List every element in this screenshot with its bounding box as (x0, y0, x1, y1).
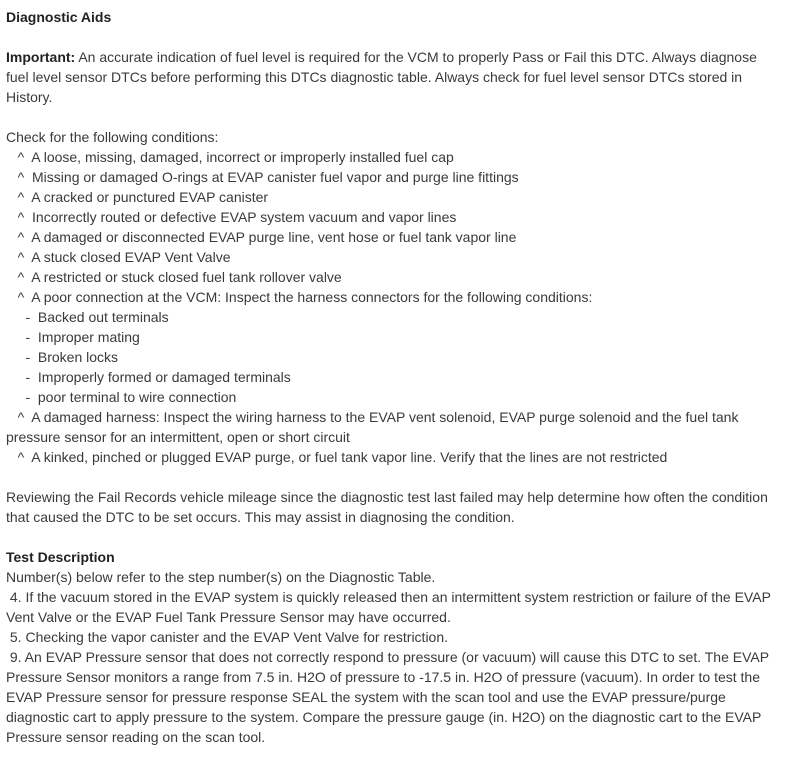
sub-condition-item: - Improper mating (6, 329, 140, 345)
check-intro: Check for the following conditions: (6, 129, 219, 145)
sub-condition-item: - Improperly formed or damaged terminals (6, 369, 291, 385)
spacer (6, 467, 781, 487)
diagnostic-aids-heading: Diagnostic Aids (6, 9, 112, 25)
condition-item: ^ A cracked or punctured EVAP canister (6, 189, 269, 205)
spacer (6, 27, 781, 47)
condition-item: ^ A poor connection at the VCM: Inspect the harness connectors for the following conditions: (6, 289, 593, 305)
condition-item: ^ A damaged harness: Inspect the wiring harness to the EVAP vent solenoid, EVAP purge solenoid and the fuel tank pressure sensor for an intermittent, open or short circuit (6, 409, 743, 445)
condition-item: ^ Incorrectly routed or defective EVAP system vacuum and vapor lines (6, 209, 457, 225)
spacer (6, 107, 781, 127)
important-note (6, 47, 781, 107)
test-step: 4. If the vacuum stored in the EVAP system is quickly released then an intermittent system restriction or failure of the EVAP Vent Valve or the EVAP Fuel Tank Pressure Sensor may have occurred. (6, 589, 775, 625)
test-step: 5. Checking the vapor canister and the EVAP Vent Valve for restriction. (6, 629, 449, 645)
condition-item: ^ A stuck closed EVAP Vent Valve (6, 249, 231, 265)
condition-item: ^ A damaged or disconnected EVAP purge line, vent hose or fuel tank vapor line (6, 229, 517, 245)
test-description-heading: Test Description (6, 549, 115, 565)
review-paragraph: Reviewing the Fail Records vehicle mileage since the diagnostic test last failed may help determine how often the condition that caused the DTC to be set occurs. This may assist in diagnosing the condition. (6, 489, 772, 525)
condition-item: ^ A restricted or stuck closed fuel tank rollover valve (6, 269, 342, 285)
condition-item: ^ Missing or damaged O-rings at EVAP canister fuel vapor and purge line fittings (6, 169, 519, 185)
test-step: 9. An EVAP Pressure sensor that does not correctly respond to pressure (or vacuum) will cause this DTC to set. The EVAP Pressure Sensor monitors a range from 7.5 in. H2O of pressure to -17.5 in. H2O of pressure (vacuum). In order to test the EVAP Pressure sensor for pressure response SEAL the system with the scan tool and use the EVAP pressure/purge diagnostic cart to apply pressure to the system. Compare the pressure gauge (in. H2O) on the diagnostic cart to the EVAP Pressure sensor reading on the scan tool. (6, 649, 773, 745)
important-label: Important: (6, 49, 76, 65)
sub-condition-item: - poor terminal to wire connection (6, 389, 237, 405)
spacer (6, 527, 781, 547)
sub-condition-item: - Backed out terminals (6, 309, 169, 325)
important-text: An accurate indication of fuel level is required for the VCM to properly Pass or Fail this DTC. Always diagnose fuel level sensor DTCs before performing this DTCs diagnostic table. Always check for fuel level sensor DTCs stored in History. (6, 49, 761, 105)
test-description-intro: Number(s) below refer to the step number(s) on the Diagnostic Table. (6, 569, 436, 585)
sub-condition-item: - Broken locks (6, 349, 119, 365)
condition-item: ^ A kinked, pinched or plugged EVAP purge, or fuel tank vapor line. Verify that the lines are not restricted (6, 449, 668, 465)
condition-item: ^ A loose, missing, damaged, incorrect or improperly installed fuel cap (6, 149, 454, 165)
